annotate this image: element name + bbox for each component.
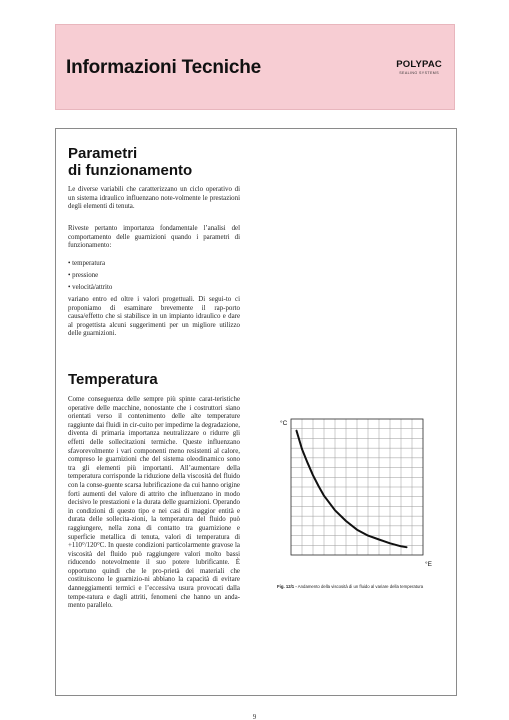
figure-caption-text: Andamento della viscosità di un fluido al variare della temperatura bbox=[297, 584, 424, 589]
content-frame bbox=[55, 128, 457, 696]
section-title-temperatura: Temperatura bbox=[68, 371, 158, 388]
section-title-line-2: di funzionamento bbox=[68, 162, 193, 179]
figure-caption-ref: Fig. 12/1 - bbox=[277, 584, 297, 589]
paragraph-temperatura: Come conseguenza delle sempre più spinte carat-teristiche operative delle macchine, nonostante che i costruttori siano orientati verso il contenimento delle alte temperature raggiunte dai fluidi in cir-cuito per impedirne la degradazione, diventa di primaria importanza neutralizzare o ridurre gli effetti delle sollecitazioni termiche. Queste influenzano sfavorevolmente i vari componenti meno resistenti al calore, compreso le guarnizioni che del sistema oleodinamico sono tra gli elementi più importanti. All’aumentare della temperatura corrisponde la riduzione della viscosità del fluido con la conse-guente scarsa lubrificazione da cui hanno origine forti aumenti del valore di attrito che influenzano in modo decisivo le prestazioni e la durata delle guarnizioni. Operando in condizioni di questo tipo e nei casi di maggior entità e durata delle sollecita-zioni, la temperatura del fluido può raggiungere, nella zona di contatto tra guarnizione e superficie metallica di tenuta, valori di temperatura di +110°/120°C. In queste condizioni particolarmente gravose la viscosità del fluido può raggiungere valori molto bassi riducendo notevolmente il suo potere lubrificante. È opportuno quindi che le pro-prietà dei materiali che costituiscono le guarnizio-ni abbiano la capacità di evitare danneggiamenti termici e l’eccessiva usura provocati dalla tempe-ratura e dagli attriti, fenomeni che hanno un anda-mento parallelo. bbox=[68, 396, 240, 610]
polypac-logo bbox=[396, 59, 442, 75]
list-item: • temperatura bbox=[68, 258, 112, 270]
section-title-line-1: Parametri bbox=[68, 145, 138, 162]
header-band bbox=[55, 24, 455, 110]
list-item: • velocità/attrito bbox=[68, 282, 112, 294]
y-axis-label: °C bbox=[280, 420, 288, 427]
page-number: 9 bbox=[252, 713, 257, 720]
page-title: Informazioni Tecniche bbox=[66, 57, 261, 78]
section-title-parametri bbox=[68, 145, 192, 179]
chart-svg bbox=[277, 403, 437, 578]
logo-subtitle: SEALING SYSTEMS bbox=[399, 71, 439, 75]
list-item: • pressione bbox=[68, 270, 112, 282]
figure-caption bbox=[277, 584, 457, 589]
paragraph-intro: Le diverse variabili che caratterizzano un ciclo operativo di un sistema idraulico influenzano note-volmente le prestazioni degli elementi di tenuta. bbox=[68, 186, 240, 211]
paragraph-variation: variano entro ed oltre i valori progettuali. Di segui-to ci proponiamo di esaminare brevemente il rap-porto causa/effetto che si stabilisce in un impianto idraulico e dare al progettista alcuni suggerimenti per un migliore utilizzo delle guarnizioni. bbox=[68, 296, 240, 338]
paragraph-importance: Riveste pertanto importanza fondamentale l’analisi del comportamento delle guarnizioni quando i parametri di funzionamento: bbox=[68, 225, 240, 250]
parameter-list bbox=[68, 258, 112, 294]
logo-name: POLYPAC bbox=[396, 59, 442, 70]
viscosity-chart bbox=[277, 403, 437, 578]
x-axis-label: °E bbox=[425, 561, 432, 568]
